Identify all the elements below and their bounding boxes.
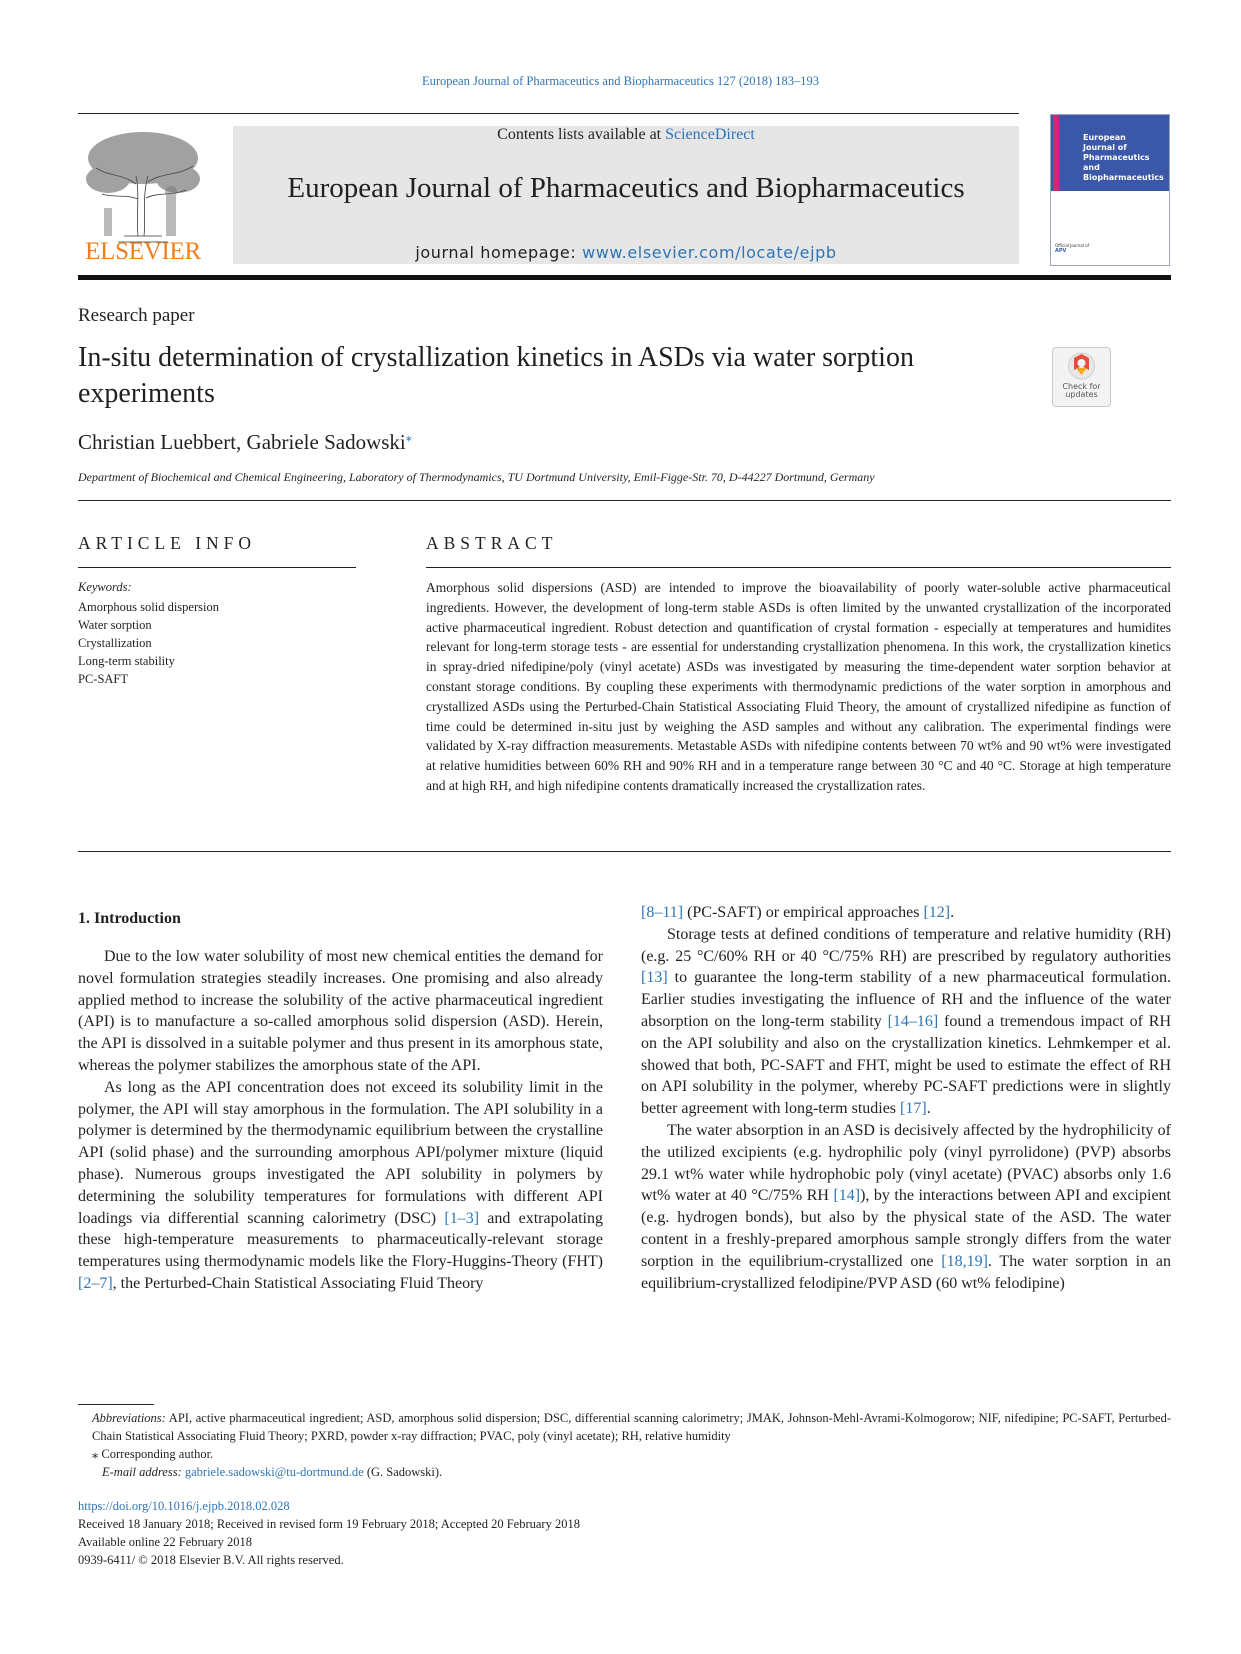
body-paragraph	[641, 902, 1171, 924]
journal-cover-thumbnail[interactable]	[1050, 114, 1170, 266]
keyword-item: Long-term stability	[78, 654, 175, 668]
cover-title-line: Journal of	[1083, 143, 1127, 152]
citation-link[interactable]: [12]	[923, 904, 951, 921]
text-run: to guarantee the long-term stability of a new pharmaceutical formulation. Earlier studies investigating the influence of RH and the influence of the water absorption on the long-term stability	[641, 969, 1171, 1030]
header-rule	[78, 113, 1019, 114]
body-left-column	[78, 946, 603, 1295]
sciencedirect-link[interactable]: ScienceDirect	[665, 126, 755, 143]
citation-link[interactable]: [13]	[641, 969, 668, 987]
check-updates-label	[1053, 383, 1110, 399]
citation-link[interactable]: [18,19]	[941, 1252, 988, 1270]
abbreviations-text: API, active pharmaceutical ingredient; ASD, amorphous solid dispersion; DSC, differential scanning calorimetry; JMAK, Johnson-Mehl-Avrami-Kolmogorow; NIF, nifedipine; PC-SAFT, Perturbed-Chain Statistical Associating Fluid Theory; PXRD, powder x-ray diffraction; PVAC, poly (vinyl acetate); RH, relative humidity	[92, 1411, 1171, 1443]
section-heading-introduction: 1. Introduction	[78, 910, 181, 927]
cover-title-line: Biopharmaceutics	[1083, 173, 1164, 182]
cover-org-label: APV	[1055, 248, 1067, 254]
cover-official-label: Official Journal of	[1055, 243, 1090, 248]
text-run: .	[950, 904, 955, 921]
text-run: , the Perturbed-Chain Statistical Associating Fluid Theory	[112, 1274, 484, 1292]
corresponding-author-note: ⁎ Corresponding author.	[92, 1447, 214, 1461]
affiliation: Department of Biochemical and Chemical Engineering, Laboratory of Thermodynamics, TU Dortmund University, Emil-Figge-Str. 70, D-44227 Dortmund, Germany	[78, 470, 875, 484]
body-paragraph	[641, 924, 1171, 1120]
contents-line	[233, 126, 1019, 144]
elsevier-wordmark: ELSEVIER	[85, 238, 201, 265]
check-updates-line: updates	[1065, 390, 1098, 399]
body-paragraph	[641, 1120, 1171, 1294]
journal-title: European Journal of Pharmaceutics and Biopharmaceutics	[287, 172, 965, 204]
check-updates-line: Check for	[1062, 382, 1101, 391]
citation-link[interactable]: [17]	[900, 1100, 927, 1118]
author-list	[78, 430, 412, 455]
publication-info	[78, 1497, 580, 1569]
citation-link[interactable]: [2–7]	[78, 1274, 113, 1292]
masthead-rule	[78, 275, 1171, 280]
email-label: E-mail address:	[102, 1465, 182, 1479]
received-dates: Received 18 January 2018; Received in revised form 19 February 2018; Accepted 20 February 2018	[78, 1517, 580, 1531]
abstract-text: Amorphous solid dispersions (ASD) are intended to improve the bioavailability of poorly water-soluble active pharmaceutical ingredients. However, the development of long-term stable ASDs is often limited by the unwanted crystallization of the incorporated active pharmaceutical ingredient. Robust detection and quantification of crystal formation - especially at temperatures and humidites relevant for long-term storage tests - are essential for understanding crystallization phenomena. In this work, the crystallization kinetics in spray-dried nifedipine/poly (vinyl acetate) ASDs was investigated by measuring the time-dependent water sorption behavior at constant storage conditions. By coupling these experiments with thermodynamic predictions of the water sorption in amorphous and crystallized ASDs using the Perturbed-Chain Statistical Associating Fluid Theory, the amount of crystallized nifedipine as function of time could be determined in-situ just by weighing the ASD samples and without any calibration. The experimental findings were validated by X-ray diffraction measurements. Metastable ASDs with nifedipine contents between 70 wt% and 90 wt% were investigated at relative humidities between 60% RH and 90% RH and in a temperature range between 30 °C and 40 °C. Storage at high temperature and at high RH, and high nifedipine contents dramatically increased the crystallization rates.	[426, 580, 1171, 793]
keywords-label: Keywords:	[78, 580, 132, 594]
article-info-heading: ARTICLE INFO	[78, 533, 257, 553]
keyword-item: PC-SAFT	[78, 672, 129, 686]
text-run: The water absorption in an ASD is decisively affected by the hydrophilicity of the utilized excipients (e.g. hydrophilic poly (vinyl pyrrolidone) (PVP) absorbs 29.1 wt% water while hydrophobic poly (vinyl acetate) (PVAC) absorbs only 1.6 wt% water at 40 °C/75% RH	[641, 1121, 1171, 1205]
check-for-updates-badge[interactable]	[1052, 347, 1111, 407]
copyright: 0939-6411/ © 2018 Elsevier B.V. All rights reserved.	[78, 1553, 344, 1567]
keyword-item: Crystallization	[78, 636, 152, 650]
citation-link[interactable]: [8–11]	[641, 904, 684, 921]
paper-title: In-situ determination of crystallization kinetics in ASDs via water sorption experiments	[78, 342, 914, 409]
keyword-list	[78, 598, 219, 688]
homepage-prefix: journal homepage:	[415, 243, 583, 262]
doi-link[interactable]: https://doi.org/10.1016/j.ejpb.2018.02.028	[78, 1499, 290, 1513]
text-run: .	[926, 1100, 931, 1118]
text-run: ), by the interactions between API and excipient (e.g. hydrogen bonds), but also by the physical state of the ASD. The water content in a freshly-prepared amorphous sample strongly differs from the water sorption in the equilibrium-crystallized one	[641, 1187, 1171, 1270]
authors-text: Christian Luebbert, Gabriele Sadowski	[78, 430, 406, 454]
text-run: found a tremendous impact of RH on the API solubility and also on the crystallization kinetics. Lehmkemper et al. showed that both, PC-SAFT and FHT, might be used to estimate the effect of RH on API solubility in the polymer, whereby PC-SAFT predictions were in slightly better agreement with long-term studies	[641, 1012, 1171, 1118]
text-run: (PC-SAFT) or empirical approaches	[683, 904, 924, 921]
cover-title-line: European	[1083, 133, 1126, 142]
citation-link[interactable]: [1–3]	[444, 1209, 480, 1227]
email-suffix: (G. Sadowski).	[363, 1465, 443, 1479]
corresponding-author-marker[interactable]: ⁎	[405, 430, 412, 444]
citation-link[interactable]: [14–16]	[887, 1012, 939, 1030]
article-info-rule	[78, 567, 356, 568]
cover-title	[1083, 133, 1167, 183]
footnote-rule	[78, 1404, 154, 1405]
contents-prefix: Contents lists available at	[497, 126, 666, 143]
journal-reference[interactable]: European Journal of Pharmaceutics and Biopharmaceutics 127 (2018) 183–193	[421, 74, 820, 88]
abstract-bottom-rule	[78, 851, 1171, 852]
keyword-item: Amorphous solid dispersion	[78, 600, 219, 614]
abstract-heading: ABSTRACT	[426, 533, 558, 553]
text-run: . The water sorption in an equilibrium-crystallized felodipine/PVP ASD (60 wt% felodipine)	[641, 1252, 1171, 1292]
email-footnote	[78, 1463, 1171, 1481]
available-online: Available online 22 February 2018	[78, 1535, 253, 1549]
text-run: and extrapolating these high-temperature measurements to pharmaceutically-relevant storage temperatures using thermodynamic models like the Flory-Huggins-Theory (FHT)	[78, 1209, 603, 1271]
abbreviations-label: Abbreviations:	[92, 1411, 166, 1425]
text-run: As long as the API concentration does not exceed its solubility limit in the polymer, the API will stay amorphous in the formulation. The API solubility in a polymer is determined by the thermodynamic equilibrium between the crystalline API (solid phase) and the surrounding amorphous API/polymer mixture (liquid phase). Numerous groups investigated the API solubility in polymers by determining the solubility temperatures for formulations with different API loadings via differential scanning calorimetry (DSC)	[78, 1078, 603, 1227]
title-rule	[78, 500, 1171, 501]
crossmark-icon	[1053, 348, 1110, 384]
journal-homepage	[233, 243, 1019, 262]
abstract-rule	[426, 567, 1171, 568]
article-type: Research paper	[78, 305, 195, 326]
citation-link[interactable]: [14]	[833, 1187, 861, 1205]
body-right-column	[641, 902, 1171, 1294]
homepage-link[interactable]: www.elsevier.com/locate/ejpb	[582, 243, 837, 262]
body-paragraph	[78, 1077, 603, 1295]
email-link[interactable]: gabriele.sadowski@tu-dortmund.de	[184, 1465, 364, 1479]
text-run: Storage tests at defined conditions of temperature and relative humidity (RH) (e.g. 25 °C/60% RH or 40 °C/75% RH) are prescribed by regulatory authorities	[641, 925, 1171, 965]
keyword-item: Water sorption	[78, 618, 152, 632]
body-paragraph: Due to the low water solubility of most new chemical entities the demand for novel formulation strategies steadily increases. One promising and also already applied method to increase the solubility of the active pharmaceutical ingredient (API) is to manufacture a so-called amorphous solid dispersion (ASD). Herein, the API is dissolved in a suitable polymer and thus present in its amorphous state, whereas the polymer stabilizes the amorphous state of the API.	[78, 948, 603, 1074]
cover-accent-bar	[1053, 115, 1059, 191]
footnotes	[78, 1409, 1171, 1481]
abbreviations-footnote	[78, 1409, 1171, 1445]
cover-official-text	[1055, 243, 1089, 254]
cover-title-line: Pharmaceutics and	[1083, 153, 1150, 172]
